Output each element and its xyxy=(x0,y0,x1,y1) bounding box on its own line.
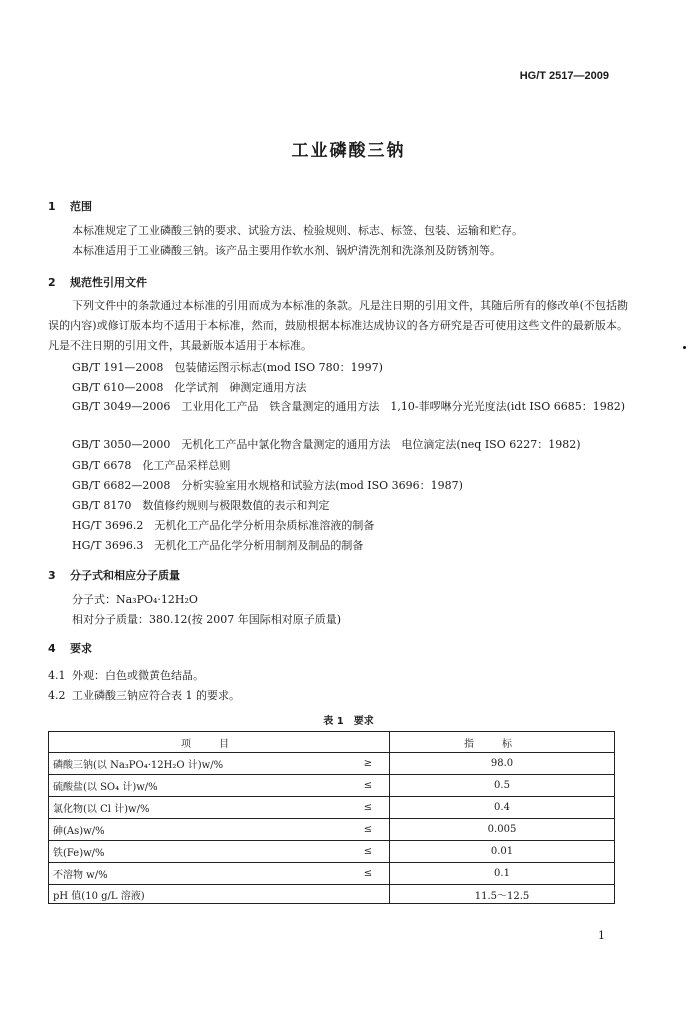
standard-number: HG/T 2517—2009 xyxy=(519,70,609,82)
reference-item: GB/T 6678 化工产品采样总则 xyxy=(72,459,231,472)
reference-item: GB/T 3050—2000 无机化工产品中氯化物含量测定的通用方法 电位滴定法(neq ISO 6227：1982) xyxy=(72,438,581,451)
comparator-cell xyxy=(347,885,390,904)
molecular-mass: 相对分子质量：380.12(按 2007 年国际相对原子质量) xyxy=(72,613,342,626)
section-number: 3 xyxy=(48,569,56,582)
section-number: 1 xyxy=(48,200,56,213)
requirements-table xyxy=(48,731,615,904)
molecular-formula: 分子式：Na₃PO₄·12H₂O xyxy=(72,593,198,606)
section-title: 要求 xyxy=(70,642,92,655)
reference-item: GB/T 3049—2006 工业用化工产品 铁含量测定的通用方法 1,10-菲啰啉分光光度法(idt ISO 6685：1982) xyxy=(72,400,626,413)
item-cell: pH 值(10 g/L 溶液) xyxy=(49,885,348,904)
reference-item: HG/T 3696.2 无机化工产品化学分析用杂质标准溶液的制备 xyxy=(72,519,375,532)
item-cell: 硫酸盐(以 SO₄ 计)w/% xyxy=(49,775,348,797)
reference-item: GB/T 6682—2008 分析实验室用水规格和试验方法(mod ISO 3696：1987) xyxy=(72,479,463,492)
scope-paragraph-1: 本标准规定了工业磷酸三钠的要求、试验方法、检验规则、标志、标签、包装、运输和贮存。 xyxy=(72,224,523,237)
clause-number: 4.2 xyxy=(48,689,66,702)
reference-item: GB/T 610—2008 化学试剂 砷测定通用方法 xyxy=(72,381,307,394)
page-number: 1 xyxy=(598,929,605,942)
value-cell: 0.4 xyxy=(390,797,615,819)
reference-item: HG/T 3696.3 无机化工产品化学分析用制剂及制品的制备 xyxy=(72,539,364,552)
table-row xyxy=(49,753,615,775)
value-cell: 0.1 xyxy=(390,863,615,885)
item-cell: 磷酸三钠(以 Na₃PO₄·12H₂O 计)w/% xyxy=(49,753,348,775)
section-2-heading xyxy=(48,274,147,290)
section-title: 分子式和相应分子质量 xyxy=(70,569,180,582)
comparator-cell: ≤ xyxy=(347,797,390,819)
table-caption: 表 1 要求 xyxy=(323,716,374,727)
clause-text: 工业磷酸三钠应符合表 1 的要求。 xyxy=(72,689,240,702)
reference-item: GB/T 191—2008 包装储运图示标志(mod ISO 780：1997) xyxy=(72,361,383,374)
references-intro: 下列文件中的条款通过本标准的引用而成为本标准的条款。凡是注日期的引用文件，其随后所有的修改单(不包括勘误的内容)或修订版本均不适用于本标准，然而，鼓励根据本标准达成协议的各方研究是否可使用这些文件的最新版本。凡是不注日期的引用文件，其最新版本适用于本标准。 xyxy=(48,299,628,352)
clause-number: 4.1 xyxy=(48,669,66,682)
section-title: 范围 xyxy=(70,200,92,213)
value-cell: 0.005 xyxy=(390,819,615,841)
scope-paragraph-2: 本标准适用于工业磷酸三钠。该产品主要用作软水剂、锅炉清洗剂和洗涤剂及防锈剂等。 xyxy=(72,244,501,257)
item-cell: 砷(As)w/% xyxy=(49,819,348,841)
section-number: 2 xyxy=(48,276,56,289)
reference-item: GB/T 8170 数值修约规则与极限数值的表示和判定 xyxy=(72,499,330,512)
scan-speck xyxy=(683,346,686,349)
comparator-cell: ≤ xyxy=(347,775,390,797)
section-title: 规范性引用文件 xyxy=(70,276,147,289)
section-3-heading xyxy=(48,567,180,583)
comparator-cell: ≤ xyxy=(347,863,390,885)
value-cell: 0.01 xyxy=(390,841,615,863)
table-row xyxy=(49,797,615,819)
comparator-cell: ≤ xyxy=(347,841,390,863)
section-4-heading xyxy=(48,640,92,656)
column-header-value: 指标 xyxy=(390,732,615,753)
page-title: 工业磷酸三钠 xyxy=(291,141,406,161)
table-row xyxy=(49,819,615,841)
column-header-item: 项目 xyxy=(49,732,390,753)
clause-4-1 xyxy=(48,667,204,683)
item-cell: 不溶物 w/% xyxy=(49,863,348,885)
section-number: 4 xyxy=(48,642,56,655)
value-cell: 11.5～12.5 xyxy=(390,885,615,904)
comparator-cell: ≤ xyxy=(347,819,390,841)
item-cell: 铁(Fe)w/% xyxy=(49,841,348,863)
clause-4-2 xyxy=(48,687,240,703)
item-cell: 氯化物(以 Cl 计)w/% xyxy=(49,797,348,819)
table-row xyxy=(49,841,615,863)
value-cell: 0.5 xyxy=(390,775,615,797)
value-cell: 98.0 xyxy=(390,753,615,775)
table-row xyxy=(49,775,615,797)
table-row xyxy=(49,863,615,885)
section-1-heading xyxy=(48,198,92,214)
table-row xyxy=(49,885,615,904)
comparator-cell: ≥ xyxy=(347,753,390,775)
clause-text: 外观：白色或微黄色结晶。 xyxy=(72,669,204,682)
